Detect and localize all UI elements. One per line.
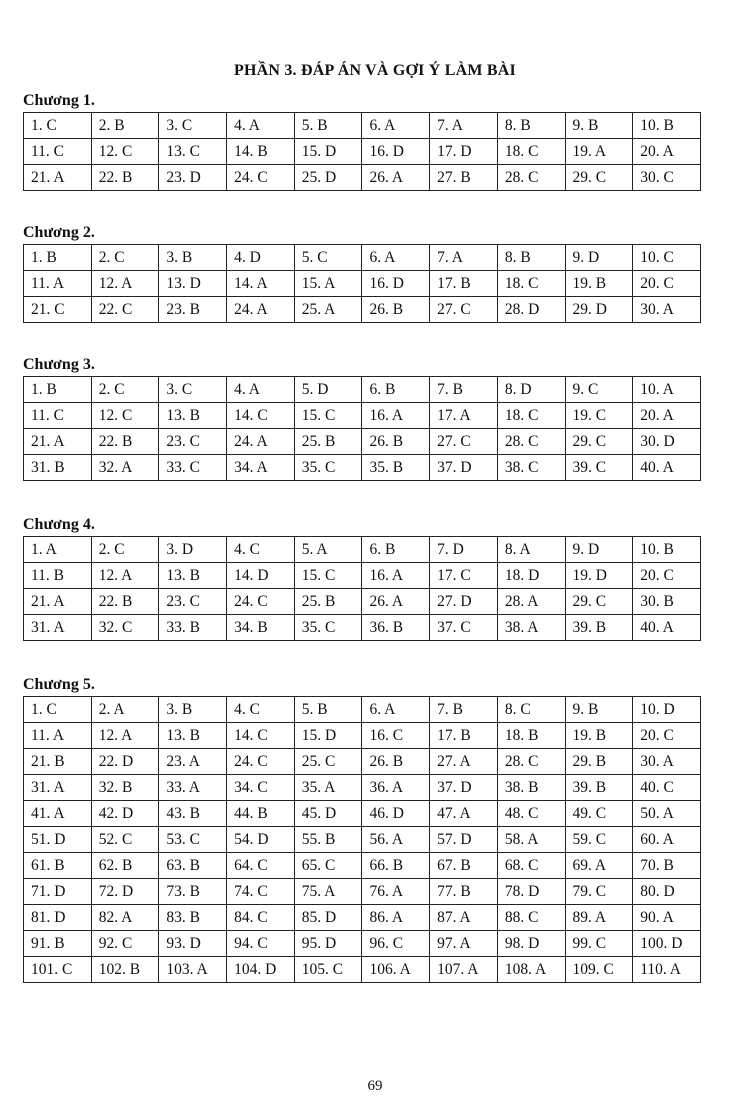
answer-cell: 105. C xyxy=(294,957,362,983)
table-row xyxy=(24,139,701,165)
answer-cell: 98. D xyxy=(497,931,565,957)
answer-cell: 69. A xyxy=(565,853,633,879)
answer-cell: 50. A xyxy=(633,801,701,827)
answer-cell: 16. C xyxy=(362,723,430,749)
answer-cell: 27. B xyxy=(430,165,498,191)
answer-cell: 11. A xyxy=(24,271,92,297)
answer-table xyxy=(23,112,701,191)
answer-cell: 9. B xyxy=(565,113,633,139)
answer-cell: 25. D xyxy=(294,165,362,191)
answer-cell: 27. D xyxy=(430,589,498,615)
answer-cell: 15. D xyxy=(294,723,362,749)
answer-cell: 23. D xyxy=(159,165,227,191)
table-row xyxy=(24,749,701,775)
answer-cell: 38. A xyxy=(497,615,565,641)
answer-cell: 23. B xyxy=(159,297,227,323)
chapter-heading: Chương 4. xyxy=(23,516,95,533)
table-row xyxy=(24,377,701,403)
answer-cell: 21. A xyxy=(24,165,92,191)
answer-cell: 22. D xyxy=(91,749,159,775)
answer-cell: 82. A xyxy=(91,905,159,931)
answer-cell: 30. A xyxy=(633,297,701,323)
answer-cell: 6. B xyxy=(362,537,430,563)
answer-cell: 24. C xyxy=(227,589,295,615)
answer-cell: 9. D xyxy=(565,537,633,563)
answer-cell: 71. D xyxy=(24,879,92,905)
answer-cell: 10. B xyxy=(633,113,701,139)
answer-cell: 10. C xyxy=(633,245,701,271)
answer-cell: 37. D xyxy=(430,775,498,801)
answer-cell: 80. D xyxy=(633,879,701,905)
answer-cell: 109. C xyxy=(565,957,633,983)
answer-cell: 76. A xyxy=(362,879,430,905)
table-row xyxy=(24,589,701,615)
answer-cell: 37. C xyxy=(430,615,498,641)
answer-cell: 5. B xyxy=(294,113,362,139)
answer-cell: 59. C xyxy=(565,827,633,853)
answer-cell: 67. B xyxy=(430,853,498,879)
answer-cell: 36. A xyxy=(362,775,430,801)
answer-cell: 13. D xyxy=(159,271,227,297)
answer-cell: 58. A xyxy=(497,827,565,853)
answer-cell: 38. C xyxy=(497,455,565,481)
answer-cell: 64. C xyxy=(227,853,295,879)
answer-cell: 19. D xyxy=(565,563,633,589)
answer-cell: 15. A xyxy=(294,271,362,297)
answer-cell: 19. B xyxy=(565,723,633,749)
answer-cell: 54. D xyxy=(227,827,295,853)
answer-cell: 4. D xyxy=(227,245,295,271)
answer-cell: 32. B xyxy=(91,775,159,801)
answer-cell: 87. A xyxy=(430,905,498,931)
answer-cell: 63. B xyxy=(159,853,227,879)
answer-cell: 42. D xyxy=(91,801,159,827)
answer-cell: 26. B xyxy=(362,429,430,455)
answer-cell: 7. B xyxy=(430,377,498,403)
answer-cell: 17. D xyxy=(430,139,498,165)
answer-cell: 56. A xyxy=(362,827,430,853)
table-row xyxy=(24,879,701,905)
answer-cell: 12. A xyxy=(91,271,159,297)
answer-cell: 24. C xyxy=(227,749,295,775)
answer-cell: 13. C xyxy=(159,139,227,165)
answer-cell: 24. A xyxy=(227,297,295,323)
answer-cell: 29. B xyxy=(565,749,633,775)
answer-cell: 26. B xyxy=(362,297,430,323)
answer-cell: 97. A xyxy=(430,931,498,957)
answer-cell: 70. B xyxy=(633,853,701,879)
chapter-heading: Chương 3. xyxy=(23,356,95,373)
answer-cell: 102. B xyxy=(91,957,159,983)
answer-cell: 11. A xyxy=(24,723,92,749)
answer-cell: 11. C xyxy=(24,403,92,429)
answer-cell: 52. C xyxy=(91,827,159,853)
answer-cell: 35. B xyxy=(362,455,430,481)
answer-cell: 20. A xyxy=(633,403,701,429)
answer-table xyxy=(23,244,701,323)
answer-cell: 35. A xyxy=(294,775,362,801)
answer-cell: 18. D xyxy=(497,563,565,589)
answer-cell: 91. B xyxy=(24,931,92,957)
answer-cell: 10. D xyxy=(633,697,701,723)
table-row xyxy=(24,537,701,563)
answer-cell: 1. C xyxy=(24,113,92,139)
answer-cell: 1. B xyxy=(24,245,92,271)
answer-table xyxy=(23,536,701,641)
answer-cell: 101. C xyxy=(24,957,92,983)
answer-cell: 7. A xyxy=(430,245,498,271)
answer-cell: 23. C xyxy=(159,429,227,455)
answer-cell: 40. C xyxy=(633,775,701,801)
answer-cell: 18. B xyxy=(497,723,565,749)
answer-cell: 17. C xyxy=(430,563,498,589)
answer-cell: 10. B xyxy=(633,537,701,563)
answer-cell: 35. C xyxy=(294,455,362,481)
answer-cell: 34. A xyxy=(227,455,295,481)
answer-cell: 25. B xyxy=(294,429,362,455)
answer-cell: 3. D xyxy=(159,537,227,563)
answer-cell: 8. C xyxy=(497,697,565,723)
answer-cell: 24. A xyxy=(227,429,295,455)
answer-cell: 4. C xyxy=(227,697,295,723)
answer-cell: 88. C xyxy=(497,905,565,931)
answer-cell: 107. A xyxy=(430,957,498,983)
answer-cell: 22. B xyxy=(91,429,159,455)
answer-cell: 7. D xyxy=(430,537,498,563)
answer-cell: 8. D xyxy=(497,377,565,403)
answer-cell: 27. C xyxy=(430,429,498,455)
answer-cell: 13. B xyxy=(159,563,227,589)
answer-cell: 29. C xyxy=(565,429,633,455)
answer-cell: 3. B xyxy=(159,245,227,271)
answer-cell: 40. A xyxy=(633,455,701,481)
answer-cell: 75. A xyxy=(294,879,362,905)
chapter-1 xyxy=(23,90,701,191)
answer-cell: 74. C xyxy=(227,879,295,905)
answer-cell: 4. A xyxy=(227,113,295,139)
answer-cell: 23. C xyxy=(159,589,227,615)
answer-cell: 28. C xyxy=(497,749,565,775)
table-row xyxy=(24,403,701,429)
answer-cell: 31. B xyxy=(24,455,92,481)
answer-cell: 85. D xyxy=(294,905,362,931)
chapter-4 xyxy=(23,514,701,641)
answer-cell: 61. B xyxy=(24,853,92,879)
answer-cell: 21. B xyxy=(24,749,92,775)
answer-cell: 25. A xyxy=(294,297,362,323)
answer-cell: 26. A xyxy=(362,165,430,191)
table-row xyxy=(24,563,701,589)
answer-cell: 103. A xyxy=(159,957,227,983)
answer-cell: 14. C xyxy=(227,723,295,749)
answer-cell: 2. C xyxy=(91,537,159,563)
answer-cell: 29. C xyxy=(565,589,633,615)
answer-cell: 81. D xyxy=(24,905,92,931)
answer-cell: 40. A xyxy=(633,615,701,641)
answer-cell: 8. B xyxy=(497,113,565,139)
answer-cell: 29. D xyxy=(565,297,633,323)
answer-cell: 4. A xyxy=(227,377,295,403)
answer-cell: 2. C xyxy=(91,245,159,271)
answer-cell: 13. B xyxy=(159,403,227,429)
answer-cell: 2. B xyxy=(91,113,159,139)
answer-cell: 73. B xyxy=(159,879,227,905)
answer-cell: 19. B xyxy=(565,271,633,297)
answer-cell: 26. A xyxy=(362,589,430,615)
answer-cell: 77. B xyxy=(430,879,498,905)
answer-cell: 7. A xyxy=(430,113,498,139)
answer-cell: 110. A xyxy=(633,957,701,983)
answer-cell: 62. B xyxy=(91,853,159,879)
answer-cell: 22. B xyxy=(91,589,159,615)
answer-cell: 45. D xyxy=(294,801,362,827)
answer-cell: 14. C xyxy=(227,403,295,429)
table-row xyxy=(24,429,701,455)
chapter-heading: Chương 1. xyxy=(23,92,95,109)
answer-cell: 28. A xyxy=(497,589,565,615)
answer-cell: 36. B xyxy=(362,615,430,641)
answer-cell: 17. B xyxy=(430,723,498,749)
answer-cell: 12. A xyxy=(91,723,159,749)
answer-cell: 30. B xyxy=(633,589,701,615)
answer-cell: 30. C xyxy=(633,165,701,191)
answer-cell: 12. C xyxy=(91,139,159,165)
answer-cell: 51. D xyxy=(24,827,92,853)
answer-cell: 100. D xyxy=(633,931,701,957)
answer-cell: 1. A xyxy=(24,537,92,563)
answer-cell: 79. C xyxy=(565,879,633,905)
answer-table xyxy=(23,696,701,983)
answer-cell: 108. A xyxy=(497,957,565,983)
answer-cell: 1. C xyxy=(24,697,92,723)
chapter-5 xyxy=(23,674,701,983)
answer-cell: 104. D xyxy=(227,957,295,983)
answer-cell: 31. A xyxy=(24,615,92,641)
answer-cell: 6. A xyxy=(362,245,430,271)
table-row xyxy=(24,931,701,957)
table-row xyxy=(24,615,701,641)
answer-cell: 95. D xyxy=(294,931,362,957)
answer-cell: 38. B xyxy=(497,775,565,801)
answer-cell: 20. C xyxy=(633,723,701,749)
answer-cell: 2. C xyxy=(91,377,159,403)
answer-cell: 8. A xyxy=(497,537,565,563)
answer-cell: 18. C xyxy=(497,139,565,165)
table-row xyxy=(24,697,701,723)
answer-cell: 16. A xyxy=(362,403,430,429)
answer-cell: 27. C xyxy=(430,297,498,323)
answer-cell: 9. B xyxy=(565,697,633,723)
chapter-heading: Chương 5. xyxy=(23,676,95,693)
answer-cell: 14. A xyxy=(227,271,295,297)
answer-cell: 19. C xyxy=(565,403,633,429)
answer-cell: 5. A xyxy=(294,537,362,563)
answer-cell: 96. C xyxy=(362,931,430,957)
answer-cell: 55. B xyxy=(294,827,362,853)
table-row xyxy=(24,905,701,931)
answer-cell: 68. C xyxy=(497,853,565,879)
answer-cell: 3. C xyxy=(159,113,227,139)
answer-cell: 26. B xyxy=(362,749,430,775)
answer-cell: 17. A xyxy=(430,403,498,429)
answer-cell: 46. D xyxy=(362,801,430,827)
answer-cell: 28. C xyxy=(497,165,565,191)
answer-cell: 32. C xyxy=(91,615,159,641)
answer-cell: 22. B xyxy=(91,165,159,191)
answer-cell: 17. B xyxy=(430,271,498,297)
answer-cell: 23. A xyxy=(159,749,227,775)
answer-cell: 21. A xyxy=(24,429,92,455)
table-row xyxy=(24,165,701,191)
answer-cell: 3. C xyxy=(159,377,227,403)
chapter-heading: Chương 2. xyxy=(23,224,95,241)
answer-cell: 6. B xyxy=(362,377,430,403)
answer-cell: 5. B xyxy=(294,697,362,723)
answer-table xyxy=(23,376,701,481)
answer-cell: 31. A xyxy=(24,775,92,801)
answer-cell: 60. A xyxy=(633,827,701,853)
answer-cell: 3. B xyxy=(159,697,227,723)
answer-cell: 35. C xyxy=(294,615,362,641)
answer-cell: 18. C xyxy=(497,271,565,297)
table-row xyxy=(24,957,701,983)
answer-cell: 93. D xyxy=(159,931,227,957)
answer-cell: 24. C xyxy=(227,165,295,191)
answer-cell: 39. B xyxy=(565,615,633,641)
answer-cell: 34. C xyxy=(227,775,295,801)
answer-cell: 48. C xyxy=(497,801,565,827)
answer-cell: 39. B xyxy=(565,775,633,801)
answer-cell: 33. C xyxy=(159,455,227,481)
table-row xyxy=(24,853,701,879)
answer-cell: 8. B xyxy=(497,245,565,271)
answer-cell: 4. C xyxy=(227,537,295,563)
chapter-3 xyxy=(23,354,701,481)
answer-cell: 20. C xyxy=(633,271,701,297)
answer-cell: 99. C xyxy=(565,931,633,957)
page-number: 69 xyxy=(367,1078,383,1094)
answer-cell: 18. C xyxy=(497,403,565,429)
answer-cell: 9. C xyxy=(565,377,633,403)
answer-cell: 14. B xyxy=(227,139,295,165)
answer-cell: 94. C xyxy=(227,931,295,957)
answer-cell: 106. A xyxy=(362,957,430,983)
answer-cell: 12. C xyxy=(91,403,159,429)
answer-cell: 25. C xyxy=(294,749,362,775)
answer-cell: 47. A xyxy=(430,801,498,827)
answer-cell: 49. C xyxy=(565,801,633,827)
answer-cell: 7. B xyxy=(430,697,498,723)
table-row xyxy=(24,801,701,827)
answer-cell: 1. B xyxy=(24,377,92,403)
table-row xyxy=(24,297,701,323)
table-row xyxy=(24,723,701,749)
answer-cell: 92. C xyxy=(91,931,159,957)
answer-cell: 21. A xyxy=(24,589,92,615)
answer-cell: 53. C xyxy=(159,827,227,853)
answer-cell: 2. A xyxy=(91,697,159,723)
answer-cell: 14. D xyxy=(227,563,295,589)
answer-cell: 44. B xyxy=(227,801,295,827)
table-row xyxy=(24,245,701,271)
answer-cell: 9. D xyxy=(565,245,633,271)
answer-cell: 11. C xyxy=(24,139,92,165)
answer-cell: 12. A xyxy=(91,563,159,589)
answer-cell: 33. B xyxy=(159,615,227,641)
answer-cell: 90. A xyxy=(633,905,701,931)
answer-cell: 33. A xyxy=(159,775,227,801)
answer-cell: 13. B xyxy=(159,723,227,749)
answer-cell: 19. A xyxy=(565,139,633,165)
answer-cell: 89. A xyxy=(565,905,633,931)
answer-cell: 57. D xyxy=(430,827,498,853)
answer-cell: 10. A xyxy=(633,377,701,403)
answer-cell: 22. C xyxy=(91,297,159,323)
chapter-2 xyxy=(23,222,701,323)
answer-cell: 30. A xyxy=(633,749,701,775)
page-title: PHẦN 3. ĐÁP ÁN VÀ GỢI Ý LÀM BÀI xyxy=(234,62,516,79)
answer-cell: 15. C xyxy=(294,403,362,429)
answer-cell: 16. D xyxy=(362,139,430,165)
answer-cell: 15. C xyxy=(294,563,362,589)
table-row xyxy=(24,455,701,481)
answer-cell: 6. A xyxy=(362,113,430,139)
answer-cell: 5. D xyxy=(294,377,362,403)
answer-cell: 21. C xyxy=(24,297,92,323)
answer-cell: 5. C xyxy=(294,245,362,271)
answer-cell: 86. A xyxy=(362,905,430,931)
answer-cell: 28. D xyxy=(497,297,565,323)
answer-cell: 72. D xyxy=(91,879,159,905)
table-row xyxy=(24,113,701,139)
answer-cell: 78. D xyxy=(497,879,565,905)
answer-cell: 41. A xyxy=(24,801,92,827)
answer-cell: 15. D xyxy=(294,139,362,165)
answer-cell: 83. B xyxy=(159,905,227,931)
answer-cell: 43. B xyxy=(159,801,227,827)
answer-cell: 32. A xyxy=(91,455,159,481)
answer-cell: 39. C xyxy=(565,455,633,481)
answer-cell: 20. A xyxy=(633,139,701,165)
answer-cell: 34. B xyxy=(227,615,295,641)
answer-cell: 30. D xyxy=(633,429,701,455)
answer-cell: 11. B xyxy=(24,563,92,589)
answer-cell: 6. A xyxy=(362,697,430,723)
answer-cell: 37. D xyxy=(430,455,498,481)
answer-cell: 65. C xyxy=(294,853,362,879)
answer-cell: 29. C xyxy=(565,165,633,191)
answer-cell: 16. D xyxy=(362,271,430,297)
table-row xyxy=(24,827,701,853)
table-row xyxy=(24,775,701,801)
answer-cell: 27. A xyxy=(430,749,498,775)
answer-cell: 66. B xyxy=(362,853,430,879)
answer-cell: 16. A xyxy=(362,563,430,589)
answer-cell: 20. C xyxy=(633,563,701,589)
answer-cell: 25. B xyxy=(294,589,362,615)
table-row xyxy=(24,271,701,297)
answer-cell: 28. C xyxy=(497,429,565,455)
answer-cell: 84. C xyxy=(227,905,295,931)
